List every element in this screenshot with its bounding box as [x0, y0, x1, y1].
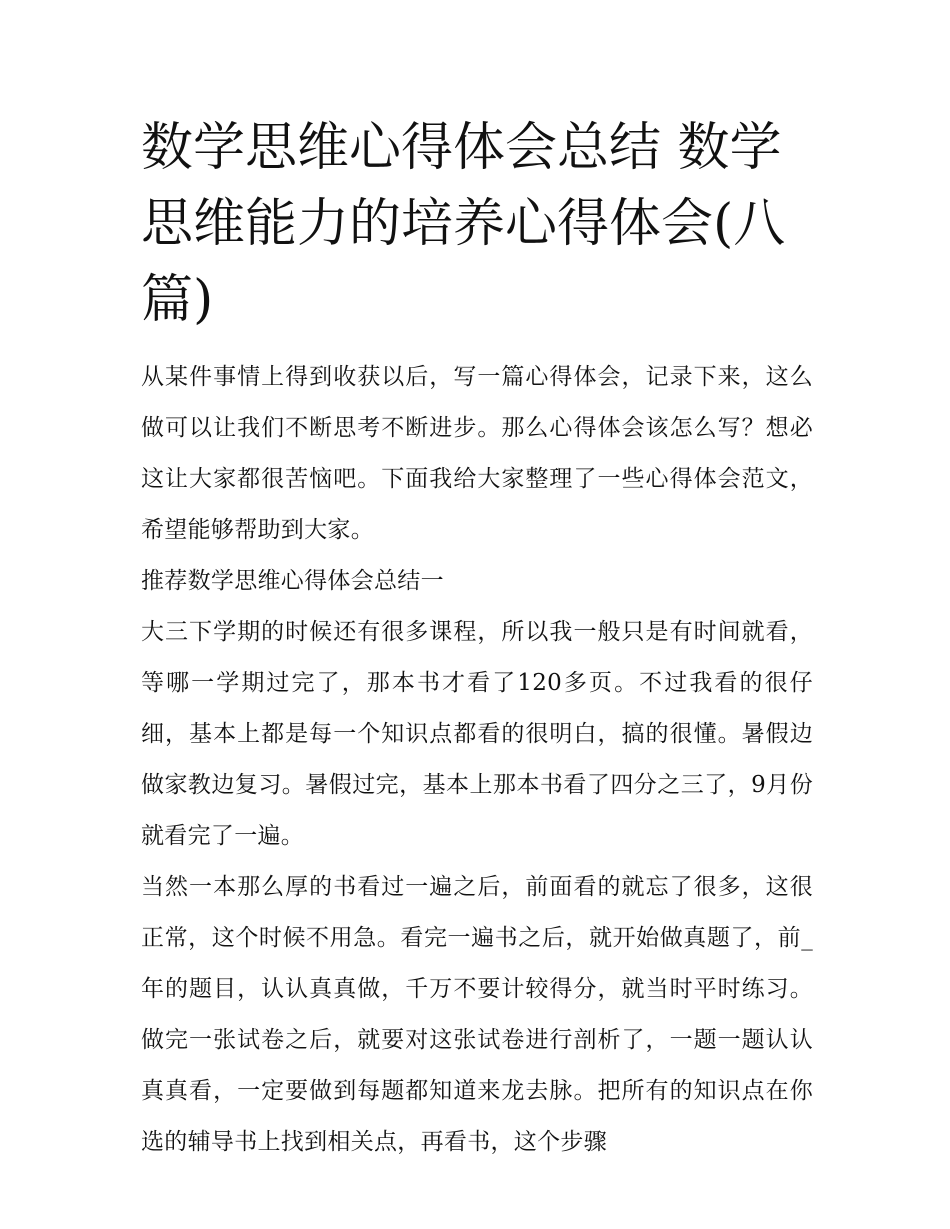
document-title: 数学思维心得体会总结 数学思维能力的培养心得体会(八篇): [141, 118, 786, 330]
body-paragraph: 当然一本那么厚的书看过一遍之后，前面看的就忘了很多，这很正常，这个时候不用急。看完一遍书之后，就开始做真题了，前_年的题目，认认真真做，千万不要计较得分，就当时平时练习。做完一张试卷之后，就要对这张试卷进行剖析了，一题一题认认真真看，一定要做到每题都知道来龙去脉。把所有的知识点在你选的辅导书上找到相关点，再看书，这个步骤: [141, 874, 813, 1155]
intro-paragraph: 从某件事情上得到收获以后，写一篇心得体会，记录下来，这么做可以让我们不断思考不断进步。那么心得体会该怎么写？想必这让大家都很苦恼吧。下面我给大家整理了一些心得体会范文，希望能够帮助到大家。: [141, 364, 813, 543]
document-body: [141, 352, 813, 1168]
section-heading: 推荐数学思维心得体会总结一: [141, 568, 444, 594]
body-paragraph: 大三下学期的时候还有很多课程，所以我一般只是有时间就看，等哪一学期过完了，那本书才看了120多页。不过我看的很仔细，基本上都是每一个知识点都看的很明白，搞的很懂。暑假边做家教边复习。暑假过完，基本上那本书看了四分之三了，9月份就看完了一遍。: [141, 619, 813, 849]
document-page: [141, 110, 813, 1168]
